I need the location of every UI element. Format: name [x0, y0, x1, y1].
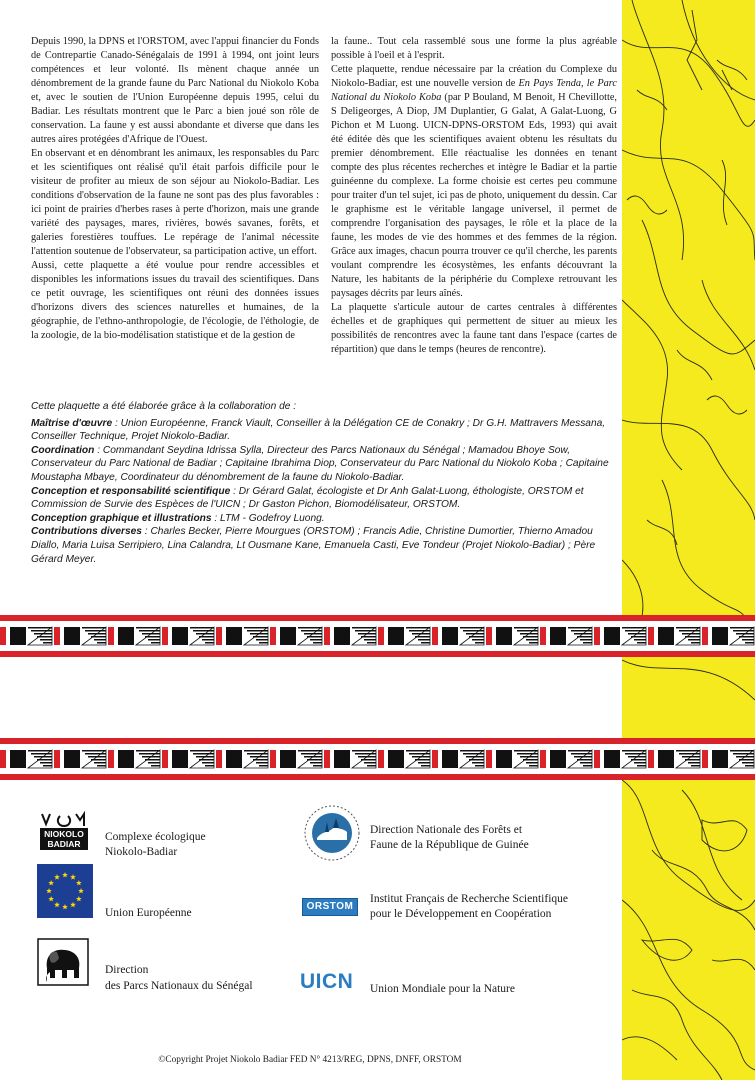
yellow-decorative-panel — [622, 0, 755, 1080]
intro-paragraph: Depuis 1990, la DPNS et l'ORSTOM, avec l'appui financier du Fonds de Contrepartie Canado-Sénégalais de 1991 à 1994, ont joint leurs compétences et leur volonté. Ils mènent chaque année un dénombrement de la grande faune du Parc National du Niokolo Koba et, avec le soutien de l'Union Européenne depuis 1995, celui du Badiar. Les résultats montrent que le Parc a bien joué son rôle de conservation. La faune y est aussi abondante et diverse que dans les autres aires protégées d'Afrique de l'Ouest. — [31, 36, 319, 145]
uicn-logo — [300, 970, 360, 994]
credit-text: : Charles Becker, Pierre Mourgues (ORSTOM) ; Francis Adie, Christine Dumortier, Thierno Amadou Diallo, Maria Luisa Serripiero, Lina Calandra, Lt Ousmane Kane, Emanuela Casti, Eve Tondeur (Projet Niokolo-Badiar) ; Père Gérard Meyer. — [31, 526, 596, 565]
dpns-logo — [37, 938, 89, 986]
forest-emblem-icon — [303, 804, 361, 862]
intro-paragraph — [331, 63, 617, 301]
partner-logos — [0, 800, 620, 1020]
credit-entry — [31, 485, 616, 512]
orstom-label-line1: Institut Français de Recherche Scientifique — [370, 893, 568, 905]
credit-text: : Commandant Seydina Idrissa Sylla, Directeur des Parcs Nationaux du Sénégal ; Mamadou Bhoye Sow, Conservateur du Parc National de Badiar ; Capitaine Ibrahima Diop, Conservateur du Parc National du Niokolo Koba ; Capitaine Moustapha Mbaye, Coordinateur du dénombrement de la faune du Niokolo-Badiar. — [31, 444, 609, 483]
decorative-pattern-band — [0, 615, 755, 657]
niokolo-badiar-logo — [36, 810, 92, 858]
credit-label: Maîtrise d'œuvre — [31, 417, 113, 429]
decorative-pattern-band — [0, 738, 755, 780]
book-title: En Pays Tenda, le Parc National du Niokolo Koba — [331, 78, 617, 103]
credit-label: Contributions diverses — [31, 526, 142, 538]
credit-text: : LTM - Godefroy Luong. — [211, 512, 325, 524]
intro-right-column — [331, 35, 617, 357]
intro-text: Cette plaquette, rendue nécessaire par la création du Complexe du Niokolo-Badiar, est une nouvelle version de — [331, 64, 617, 89]
orstom-label-line2: pour le Développement en Coopération — [370, 908, 552, 920]
credit-label: Conception graphique et illustrations — [31, 512, 212, 524]
copyright-footer: ©Copyright Projet Niokolo Badiar FED N° 4213/REG, DPNS, DNFF, ORSTOM — [158, 1055, 462, 1065]
uicn-label: Union Mondiale pour la Nature — [370, 983, 515, 995]
dnff-label-line2: Faune de la République de Guinée — [370, 839, 529, 851]
orstom-mark: ORSTOM — [306, 901, 354, 912]
niokolo-label: Complexe écologique Niokolo-Badiar — [105, 831, 206, 858]
intro-left-column — [31, 35, 319, 343]
uicn-mark: UICN — [300, 970, 354, 993]
intro-paragraph: la faune.. Tout cela rassemblé sous une forme la plus agréable possible à l'oeil et à l'esprit. — [331, 36, 617, 61]
orstom-logo — [302, 898, 358, 916]
intro-paragraph: En observant et en dénombrant les animaux, les responsables du Parc et les scientifiques ont réalisé qu'il était parfois difficile pour le visiteur de profiter au mieux de son séjour au Niokolo-Badiar. Les conditions d'observation de la faune ne sont pas des plus favorables : ici point de prairies d'herbes rases à perte d'horizon, mais une grande variété des paysages, mares, rivières, bowés savanes, forêts, et galeries forestières touffues. Le repérage de l'animal nécessite l'attention soutenue de l'observateur, sa participation active, un effort. — [31, 148, 319, 257]
eu-label: Union Européenne — [105, 907, 192, 919]
intro-paragraph: La plaquette s'articule autour de cartes centrales à différentes échelles et de graphiques qui permettent de situer au mieux les possibilités de rencontres avec la faune tant dans l'espace (cartes de répartition) que dans le temps (heures de rencontre). — [331, 302, 617, 355]
credit-entry — [31, 444, 616, 485]
intro-paragraph: Aussi, cette plaquette a été voulue pour rendre accessibles et disponibles les informations issues du travail des scientifiques. Dans ce petit ouvrage, les scientifiques ont réuni des données issues d'horizons divers des sciences naturelles et humaines, de la géographie, de l'ethno-anthropologie, de l'écologie, de l'éthologie, de la zoologie, de la bio-modélisation statistique et de la gestion de — [31, 260, 319, 341]
credits-intro: Cette plaquette a été élaborée grâce à la collaboration de : — [31, 401, 297, 412]
credits-section — [31, 400, 616, 566]
dnff-logo — [303, 804, 361, 862]
eu-flag-logo — [37, 864, 93, 918]
foliage-line-drawing — [622, 0, 755, 1080]
credit-entry — [31, 417, 616, 444]
credit-text: : Dr Gérard Galat, écologiste et Dr Anh Galat-Luong, éthologiste, ORSTOM et Commission de Survie des Espèces de l'UICN ; Dr Gaston Pichon, Biomodélisateur, ORSTOM. — [31, 485, 584, 511]
credit-label: Coordination — [31, 444, 95, 456]
dpns-label-line1: Direction — [105, 964, 149, 976]
credit-entry — [31, 525, 616, 566]
dpns-label-line2: des Parcs Nationaux du Sénégal — [105, 980, 253, 992]
niokolo-mark: NIOKOLO BADIAR — [44, 829, 84, 849]
credit-label: Conception et responsabilité scientifique — [31, 485, 231, 497]
dnff-label-line1: Direction Nationale des Forêts et — [370, 824, 523, 836]
eu-stars-icon — [37, 864, 93, 918]
intro-text: (par P Bouland, M Benoit, H Chevillotte, S Deligeorges, A Diop, JM Duplantier, G Galat, A Galat-Luong, G Pichon et M Luong. UICN-DPNS-ORSTOM Eds, 1993) qui avait été éditée dès que les scientifiques avaient obtenu les résultats du premier dénombrement. Elle réactualise les données en tenant compte des plus récentes recherches et intègre le Badiar et la partie guinéenne du complexe. La forme choisie est certes peu commune pour traiter d'un tel sujet, ici pas de photo, uniquement du dessin. Car le graphisme est le véritable langage universel, il permet de comprendre l'organisation des paysages, le rôle et la place de la faune, les modes de vie des hommes et des femmes de la région. Grâce aux images, chacun pourra trouver ce qu'il cherche, les parents voulant comprendre les écosystèmes, les enfants découvrant la Nature, les habitants de la périphérie du Complexe retrouvant les paysages décrits par leurs aînés. — [331, 92, 617, 299]
credit-text: : Union Européenne, Franck Viault, Conseiller à la Délégation CE de Conakry ; Dr G.H. Mattravers Messana, Conseiller Technique, Projet Niokolo-Badiar. — [31, 417, 606, 443]
elephant-icon — [37, 938, 89, 986]
credit-entry — [31, 512, 616, 526]
